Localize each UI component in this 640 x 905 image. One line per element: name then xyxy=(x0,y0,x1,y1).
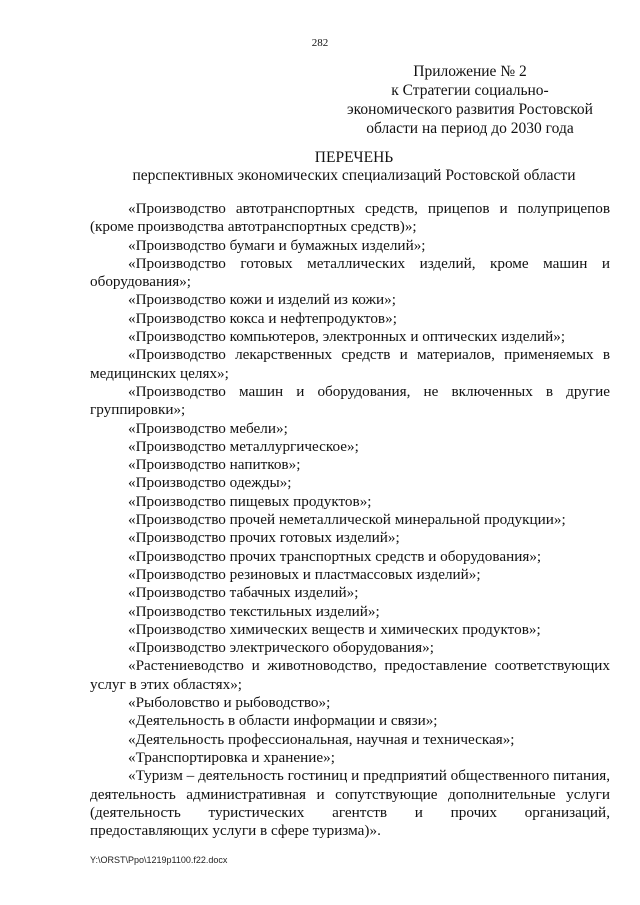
list-item: «Туризм – деятельность гостиниц и предприятий общественного питания, деятельность административная и сопутствующие дополнительные услуги (деятельность туристических агентств и прочих организаций, предоставляющих услуги в сфере туризма)». xyxy=(90,767,610,840)
document-title: ПЕРЕЧЕНЬ xyxy=(314,149,394,166)
list-item: «Производство прочей неметаллической минеральной продукции»; xyxy=(128,511,566,529)
list-item: «Производство резиновых и пластмассовых изделий»; xyxy=(128,565,481,583)
list-item: «Производство мебели»; xyxy=(128,419,288,437)
list-item: «Производство готовых металлических изделий, кроме машин и оборудования»; xyxy=(90,254,610,291)
list-item: «Производство пищевых продуктов»; xyxy=(128,492,372,510)
appendix-line: Приложение № 2 xyxy=(413,63,527,80)
appendix-line: области на период до 2030 года xyxy=(366,120,574,137)
list-item: «Производство металлургическое»; xyxy=(128,437,359,455)
list-item: «Производство текстильных изделий»; xyxy=(128,602,380,620)
list-item: «Растениеводство и животноводство, предоставление соответствующих услуг в этих областях»; xyxy=(90,657,610,693)
list-item: «Деятельность профессиональная, научная и техническая»; xyxy=(128,730,515,748)
specialization-list xyxy=(90,200,610,840)
appendix-line: экономического развития Ростовской xyxy=(347,101,593,118)
list-item: «Транспортировка и хранение»; xyxy=(128,748,335,766)
file-path-footer: Y:\ORST\Ppo\1219p1100.f22.docx xyxy=(90,855,228,865)
appendix-header xyxy=(340,62,600,138)
list-item: «Производство химических веществ и химических продуктов»; xyxy=(128,620,541,638)
list-item: «Производство одежды»; xyxy=(128,474,292,492)
list-item: «Производство автотранспортных средств, прицепов и полуприцепов (кроме производства автотранспортных средств)»; xyxy=(90,200,610,236)
list-item: «Производство табачных изделий»; xyxy=(128,584,359,602)
list-item: «Производство лекарственных средств и материалов, применяемых в медицинских целях»; xyxy=(90,346,610,382)
list-item: «Производство напитков»; xyxy=(128,456,301,474)
list-item: «Производство прочих транспортных средств и оборудования»; xyxy=(128,547,542,565)
list-item: «Производство кожи и изделий из кожи»; xyxy=(128,291,396,309)
list-item: «Рыболовство и рыбоводство»; xyxy=(128,694,331,712)
list-item: «Производство прочих готовых изделий»; xyxy=(128,529,400,547)
list-item: «Производство кокса и нефтепродуктов»; xyxy=(128,309,397,327)
list-item: «Производство электрического оборудования»; xyxy=(128,639,434,657)
list-item: «Производство машин и оборудования, не включенных в другие группировки»; xyxy=(90,382,610,419)
page-number: 282 xyxy=(311,37,329,49)
appendix-line: к Стратегии социально- xyxy=(391,82,549,99)
list-item: «Производство бумаги и бумажных изделий»; xyxy=(128,236,426,254)
list-item: «Производство компьютеров, электронных и оптических изделий»; xyxy=(128,328,566,346)
document-subtitle: перспективных экономических специализаций Ростовской области xyxy=(132,167,576,184)
list-item: «Деятельность в области информации и связи»; xyxy=(128,712,438,730)
